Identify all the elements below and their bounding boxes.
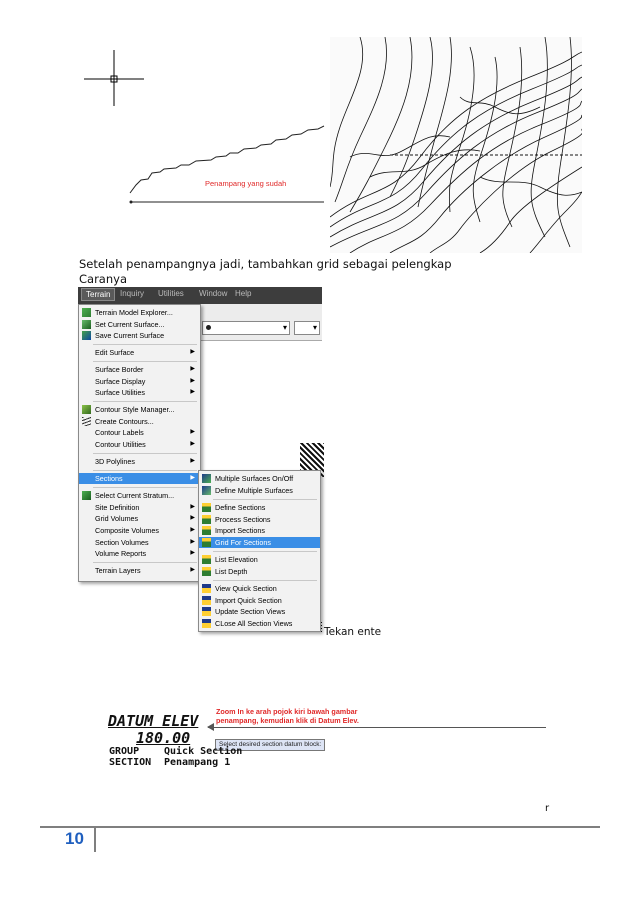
section-icon xyxy=(202,503,211,512)
stray-character: r xyxy=(545,803,550,814)
section-caption: Penampang yang sudah xyxy=(205,179,287,188)
menu-item-surface-display[interactable]: Surface Display ▶ xyxy=(95,377,195,386)
submenu-arrow-icon: ▶ xyxy=(190,366,195,372)
quick-section-icon xyxy=(202,584,211,593)
datum-elev-value: 180.00 xyxy=(136,729,191,747)
stratum-icon xyxy=(82,491,91,500)
submenu-arrow-icon: ▶ xyxy=(190,504,195,510)
submenu-arrow-icon: ▶ xyxy=(190,349,195,355)
menu-item-terrain-layers[interactable]: Terrain Layers ▶ xyxy=(95,566,195,575)
menu-separator xyxy=(213,499,317,500)
chevron-down-icon: ▾ xyxy=(282,323,287,332)
instruction-text: Tekan ente xyxy=(324,626,382,638)
menu-separator xyxy=(93,344,197,345)
menu-separator xyxy=(213,551,317,552)
submenu-arrow-icon: ▶ xyxy=(190,458,195,464)
menu-item-sections[interactable]: Sections ▶ xyxy=(79,473,200,484)
section-value: Penampang 1 xyxy=(164,757,231,768)
menu-item-surface-border[interactable]: Surface Border ▶ xyxy=(95,365,195,374)
menu-separator xyxy=(213,580,317,581)
footer-rule xyxy=(40,826,600,828)
submenu-item-close-all-section-views[interactable]: CLose All Section Views xyxy=(199,618,320,629)
dot-icon xyxy=(206,325,211,330)
list-icon xyxy=(202,567,211,576)
submenu-arrow-icon: ▶ xyxy=(190,567,195,573)
menu-separator xyxy=(93,470,197,471)
submenu-item-import-quick-section[interactable]: Import Quick Section xyxy=(199,595,320,606)
menu-utilities[interactable]: Utilities xyxy=(158,289,184,298)
menu-item-edit-surface[interactable]: Edit Surface ▶ xyxy=(95,348,195,357)
zoom-note-line-2: penampang, kemudian klik di Datum Elev. xyxy=(216,716,359,725)
submenu-arrow-icon: ▶ xyxy=(190,527,195,533)
quick-section-icon xyxy=(202,596,211,605)
menu-item-surface-utilities[interactable]: Surface Utilities ▶ xyxy=(95,388,195,397)
section-icon xyxy=(202,515,211,524)
submenu-arrow-icon: ▶ xyxy=(190,378,195,384)
menu-item-contour-labels[interactable]: Contour Labels ▶ xyxy=(95,428,195,437)
leader-arrow-icon xyxy=(207,723,214,731)
submenu-item-multiple-surfaces-on-off[interactable]: Multiple Surfaces On/Off xyxy=(199,473,320,484)
save-surface-icon xyxy=(82,331,91,340)
menu-item-composite-volumes[interactable]: Composite Volumes ▶ xyxy=(95,526,195,535)
quick-section-icon xyxy=(202,619,211,628)
submenu-item-define-multiple-surfaces[interactable]: Define Multiple Surfaces xyxy=(199,485,320,496)
menu-item-select-current-stratum[interactable]: Select Current Stratum... xyxy=(79,490,200,501)
submenu-item-list-elevation[interactable]: List Elevation xyxy=(199,554,320,565)
section-icon xyxy=(202,526,211,535)
datum-prompt-tooltip: Select desired section datum block: xyxy=(215,739,325,751)
menu-item-contour-utilities[interactable]: Contour Utilities ▶ xyxy=(95,440,195,449)
menu-separator xyxy=(93,401,197,402)
submenu-arrow-icon: ▶ xyxy=(190,429,195,435)
surfaces-icon xyxy=(202,474,211,483)
menu-separator xyxy=(93,453,197,454)
submenu-item-import-sections[interactable]: Import Sections xyxy=(199,525,320,536)
submenu-item-view-quick-section[interactable]: View Quick Section xyxy=(199,583,320,594)
style-dropdown[interactable] xyxy=(294,321,320,335)
layer-dropdown[interactable] xyxy=(202,321,290,335)
menu-bar xyxy=(78,287,322,304)
submenu-arrow-icon: ▶ xyxy=(190,515,195,521)
toolbar xyxy=(198,304,322,341)
menu-item-section-volumes[interactable]: Section Volumes ▶ xyxy=(95,538,195,547)
menu-terrain[interactable]: Terrain xyxy=(81,288,115,301)
section-label: SECTION xyxy=(109,757,152,768)
menu-item-3d-polylines[interactable]: 3D Polylines ▶ xyxy=(95,457,195,466)
submenu-item-update-section-views[interactable]: Update Section Views xyxy=(199,606,320,617)
menu-item-save-current-surface[interactable]: Save Current Surface xyxy=(79,330,200,341)
group-label: GROUP xyxy=(109,746,140,757)
sections-submenu xyxy=(198,470,321,632)
menu-separator xyxy=(93,487,197,488)
section-profile-drawing xyxy=(126,125,326,205)
paragraph-line-1: Setelah penampangnya jadi, tambahkan grid sebagai pelengkap xyxy=(79,257,452,271)
contour-style-icon xyxy=(82,405,91,414)
surfaces-icon xyxy=(202,486,211,495)
datum-elev-title: DATUM ELEV xyxy=(108,712,199,730)
zoom-note-line-1: Zoom In ke arah pojok kiri bawah gambar xyxy=(216,707,358,716)
menu-item-terrain-model-explorer[interactable]: Terrain Model Explorer... xyxy=(79,307,200,318)
paragraph-line-2: Caranya xyxy=(79,272,127,286)
list-icon xyxy=(202,555,211,564)
submenu-item-define-sections[interactable]: Define Sections xyxy=(199,502,320,513)
menu-item-volume-reports[interactable]: Volume Reports ▶ xyxy=(95,549,195,558)
submenu-arrow-icon: ▶ xyxy=(190,475,195,481)
footer-vertical-rule xyxy=(94,826,96,852)
menu-separator xyxy=(93,361,197,362)
surface-icon xyxy=(82,320,91,329)
menu-inquiry[interactable]: Inquiry xyxy=(120,289,145,298)
page-number: 10 xyxy=(65,829,84,848)
menu-window[interactable]: Window xyxy=(199,289,228,298)
contours-icon xyxy=(82,417,91,426)
leader-line xyxy=(208,727,546,728)
grid-icon xyxy=(202,538,211,547)
menu-item-set-current-surface[interactable]: Set Current Surface... xyxy=(79,319,200,330)
menu-help[interactable]: Help xyxy=(235,289,252,298)
submenu-arrow-icon: ▶ xyxy=(190,389,195,395)
group-value: Quick Section xyxy=(164,746,243,757)
quick-section-icon xyxy=(202,607,211,616)
terrain-menu xyxy=(78,304,201,582)
submenu-item-process-sections[interactable]: Process Sections xyxy=(199,514,320,525)
contour-map-image xyxy=(330,37,582,253)
chevron-down-icon: ▾ xyxy=(312,323,317,332)
menu-item-contour-style-manager[interactable]: Contour Style Manager... xyxy=(79,404,200,415)
menu-separator xyxy=(93,562,197,563)
submenu-item-list-depth[interactable]: List Depth xyxy=(199,566,320,577)
terrain-explorer-icon xyxy=(82,308,91,317)
menu-item-site-definition[interactable]: Site Definition ▶ xyxy=(95,503,195,512)
crosshair-cursor-icon xyxy=(84,50,144,106)
menu-item-create-contours[interactable]: Create Contours... xyxy=(79,416,200,427)
submenu-arrow-icon: ▶ xyxy=(190,550,195,556)
submenu-arrow-icon: ▶ xyxy=(190,539,195,545)
menu-item-grid-volumes[interactable]: Grid Volumes ▶ xyxy=(95,514,195,523)
submenu-item-grid-for-sections[interactable]: Grid For Sections xyxy=(199,537,320,548)
submenu-arrow-icon: ▶ xyxy=(190,441,195,447)
